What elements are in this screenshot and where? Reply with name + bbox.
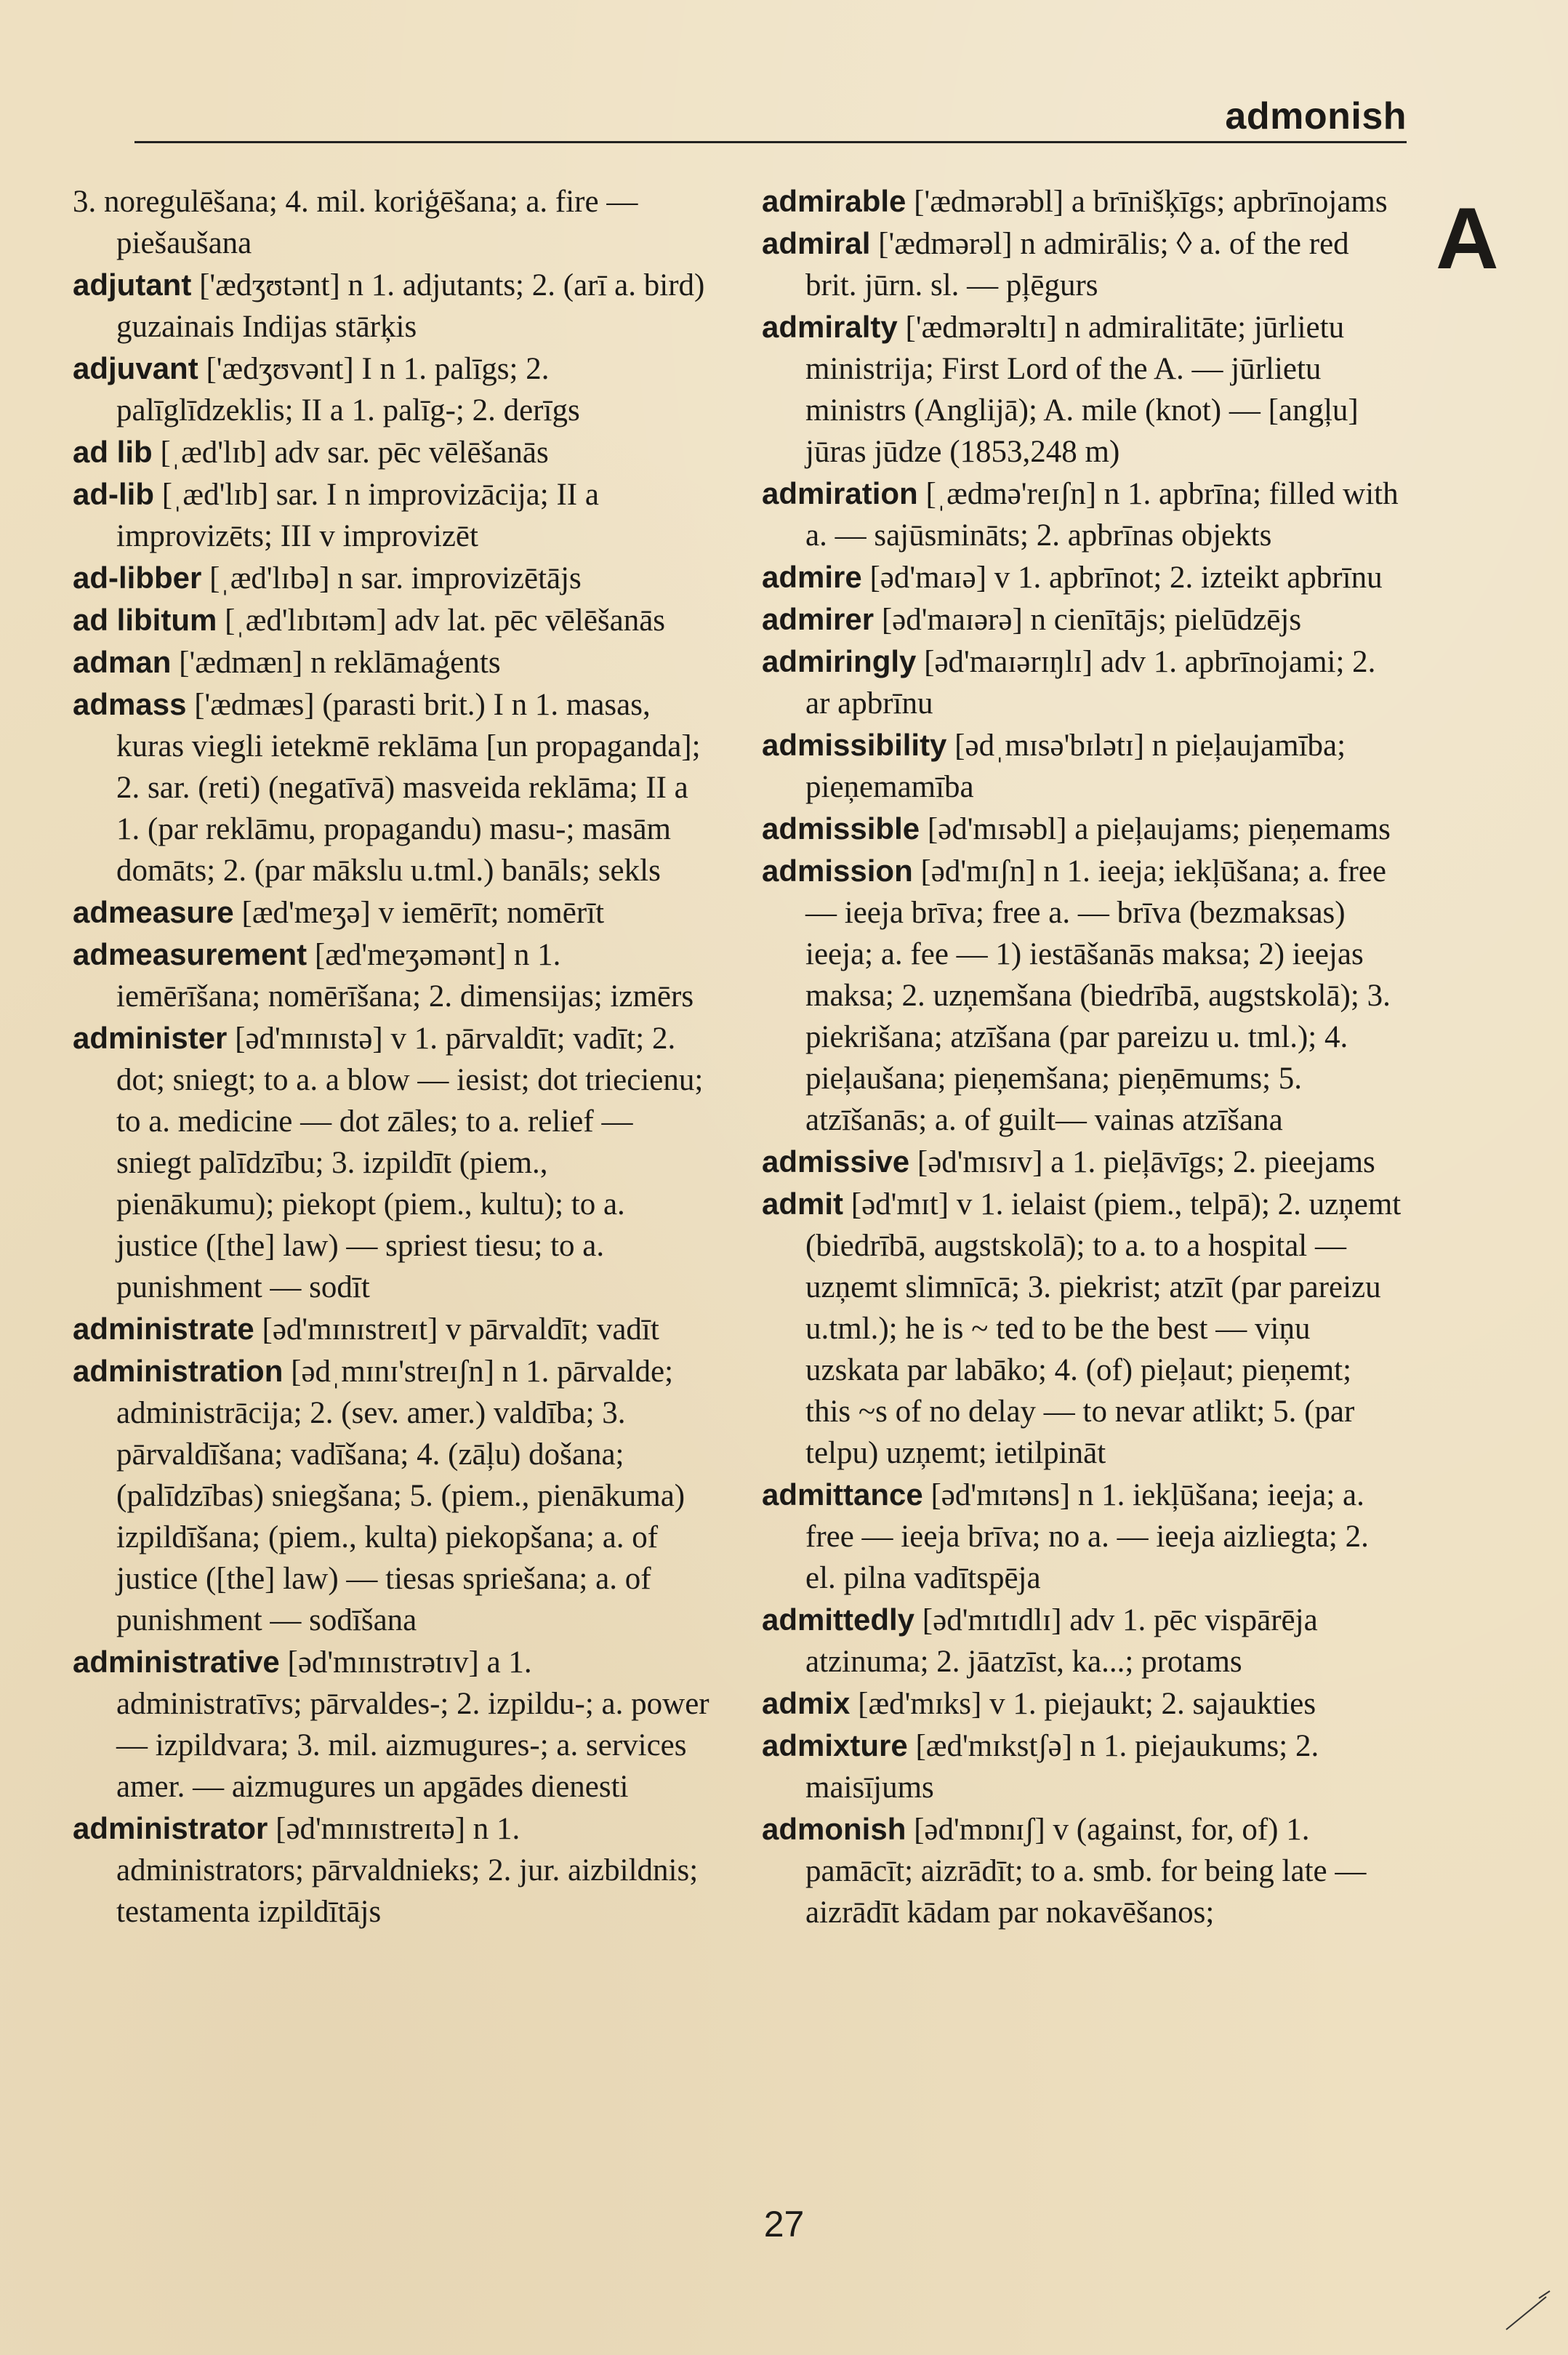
dictionary-entry xyxy=(73,431,712,473)
entry-definition: ['ædmərəltɪ] n admiralitāte; jūrlietu ministrija; First Lord of the A. — jūrlietu ministrs (Anglijā); A. mile (knot) — [angļu] jūras jūdze (1853,248 m) xyxy=(805,310,1359,469)
dictionary-entry xyxy=(762,180,1402,222)
entry-headword: ad lib xyxy=(73,435,153,469)
entry-headword: adman xyxy=(73,645,172,679)
dictionary-entry xyxy=(762,1682,1402,1725)
entry-definition: [ədˌmɪsə'bɪlətɪ] n pieļaujamība; pieņemamība xyxy=(805,729,1346,804)
entry-definition: [əd'mɪtɪdlɪ] adv 1. pēc vispārēja atzinuma; 2. jāatzīst, ka...; protams xyxy=(805,1603,1318,1679)
entry-headword: admire xyxy=(762,560,862,594)
entry-headword: admirable xyxy=(762,184,906,218)
dictionary-entry xyxy=(73,1641,712,1808)
dictionary-entry xyxy=(762,641,1402,724)
entry-headword: admit xyxy=(762,1187,844,1221)
entry-definition: [əd'mɪnɪstrətɪv] a 1. administratīvs; pārvaldes-; 2. izpildu-; a. power — izpildvara; 3. mil. aizmugures-; a. services amer. — aizmugures un apgādes dienesti xyxy=(116,1645,709,1804)
entry-headword: admissive xyxy=(762,1144,910,1179)
entry-definition: [əd'maɪə] v 1. apbrīnot; 2. izteikt apbrīnu xyxy=(869,561,1383,595)
dictionary-entry xyxy=(73,934,712,1017)
dictionary-entry xyxy=(73,180,712,264)
dictionary-entry xyxy=(762,598,1402,641)
entry-definition: ['ædmərəl] n admirālis; ◊ a. of the red brit. jūrn. sl. — pļēgurs xyxy=(805,227,1349,302)
entry-definition: [əd'mɪtəns] n 1. iekļūšana; ieeja; a. free — ieeja brīva; no a. — ieeja aizliegta; 2. el. pilna vadītspēja xyxy=(805,1478,1369,1595)
entry-headword: admiringly xyxy=(762,644,917,678)
entry-headword: admix xyxy=(762,1686,851,1720)
entry-definition: [ˌædmə'reɪʃn] n 1. apbrīna; filled with a. — sajūsmināts; 2. apbrīnas objekts xyxy=(805,477,1399,553)
entry-headword: admixture xyxy=(762,1728,908,1762)
entry-definition: [əd'mɪsɪv] a 1. pieļāvīgs; 2. pieejams xyxy=(917,1145,1375,1179)
entry-definition: ['ædʒʊtənt] n 1. adjutants; 2. (arī a. bird) guzainais Indijas stārķis xyxy=(116,268,705,344)
entry-definition: [ˌæd'lɪb] adv sar. pēc vēlēšanās xyxy=(160,436,549,470)
entry-definition: [əd'mɪt] v 1. ielaist (piem., telpā); 2. uzņemt (biedrībā, augstskolā); to a. to a hospital — uzņemt slimnīcā; 3. piekrist; atzīt (par pareizu u.tml.); he is ~ ted to be the best — viņu uzskata par labāko; 4. (of) pieļaut; pieņemt; this ~s of no delay — to nevar atlikt; 5. (par telpu) uzņemt; ietilpināt xyxy=(805,1187,1402,1470)
entry-definition: [əd'maɪərɪŋlɪ] adv 1. apbrīnojami; 2. ar apbrīnu xyxy=(805,645,1376,721)
dictionary-entry xyxy=(762,724,1402,808)
entry-definition: [æd'mɪks] v 1. piejaukt; 2. sajaukties xyxy=(858,1687,1316,1721)
entry-definition: [əd'mɪʃn] n 1. ieeja; iekļūšana; a. free — ieeja brīva; free a. — brīva (bezmaksas) ieeja; a. fee — 1) iestāšanās maksa; 2) ieejas maksa; 2. uzņemšana (biedrībā, augstskolā); 3. piekrišana; atzīšana (par pareizu u. tml.); 4. pieļaušana; pieņemšana; pieņēmums; 5. atzīšanās; a. of guilt— vainas atzīšana xyxy=(805,854,1391,1137)
entry-headword: admiralty xyxy=(762,310,898,344)
entry-definition: ['ædmæn] n reklāmaģents xyxy=(179,646,501,680)
dictionary-entry xyxy=(762,1599,1402,1682)
entry-headword: adjutant xyxy=(73,268,192,302)
entry-headword: administer xyxy=(73,1021,228,1055)
page-number: 27 xyxy=(763,2204,805,2244)
guide-word: admonish xyxy=(1225,95,1407,137)
entry-definition: [ˌæd'lɪbɪtəm] adv lat. pēc vēlēšanās xyxy=(225,603,666,638)
entry-headword: administration xyxy=(73,1354,284,1388)
dictionary-entry xyxy=(73,557,712,599)
pen-mark-icon xyxy=(1503,2282,1553,2333)
entry-definition: [əd'mɪnɪstreɪtə] n 1. administrators; pārvaldnieks; 2. jur. aizbildnis; testamenta izpildītājs xyxy=(116,1812,699,1929)
entry-headword: admittance xyxy=(762,1477,923,1512)
dictionary-entry xyxy=(73,599,712,641)
dictionary-entry xyxy=(73,1808,712,1933)
dictionary-entry xyxy=(73,683,712,891)
entry-definition: [əd'maɪərə] n cienītājs; pielūdzējs xyxy=(881,603,1302,637)
entry-definition: ['ædʒʊvənt] I n 1. palīgs; 2. palīglīdzeklis; II a 1. palīg-; 2. derīgs xyxy=(116,352,580,428)
dictionary-entry xyxy=(762,306,1402,473)
entry-definition: [æd'meʒə] v iemērīt; nomērīt xyxy=(241,896,605,930)
entry-definition: [əd'mɪsəbl] a pieļaujams; pieņemams xyxy=(927,812,1391,846)
entry-headword: admiral xyxy=(762,226,871,260)
dictionary-entry xyxy=(762,1141,1402,1183)
entry-headword: admeasurement xyxy=(73,937,307,971)
entry-headword: administrate xyxy=(73,1312,254,1346)
entry-headword: administrator xyxy=(73,1811,268,1845)
dictionary-entry xyxy=(762,808,1402,850)
dictionary-entry xyxy=(762,556,1402,598)
entry-definition: [ˌæd'lɪb] sar. I n improvizācija; II a improvizēts; III v improvizēt xyxy=(116,478,599,553)
dictionary-entry xyxy=(73,1017,712,1308)
entry-definition: [əd'mɪnɪstreɪt] v pārvaldīt; vadīt xyxy=(262,1312,659,1347)
entry-headword: ad libitum xyxy=(73,603,217,637)
entry-headword: adjuvant xyxy=(73,351,198,385)
entry-headword: admonish xyxy=(762,1812,906,1846)
entry-definition: [ədˌmɪnɪ'streɪʃn] n 1. pārvalde; administrācija; 2. (sev. amer.) valdība; 3. pārvaldīšana; vadīšana; 4. (zāļu) došana; (palīdzības) sniegšana; 5. (piem., pienākuma) izpildīšana; (piem., kulta) piekopšana; a. of justice ([the] law) — tiesas spriešana; a. of punishment — sodīšana xyxy=(116,1355,686,1637)
entry-definition: ['ædmərəbl] a brīnišķīgs; apbrīnojams xyxy=(914,185,1388,219)
right-column xyxy=(762,180,1402,1933)
dictionary-entry xyxy=(73,473,712,557)
dictionary-entry xyxy=(762,850,1402,1141)
dictionary-entry xyxy=(762,1474,1402,1599)
entry-headword: ad-libber xyxy=(73,561,202,595)
entry-headword: admass xyxy=(73,687,187,721)
entry-headword: admissibility xyxy=(762,728,947,762)
dictionary-entry xyxy=(73,264,712,348)
dictionary-entry xyxy=(762,1183,1402,1474)
entry-definition: [əd'mɪnɪstə] v 1. pārvaldīt; vadīt; 2. dot; sniegt; to a. a blow — iesist; dot triecienu; to a. medicine — dot zāles; to a. relief — sniegt palīdzību; 3. izpildīt (piem., pienākumu); piekopt (piem., kultu); to a. justice ([the] law) — spriest tiesu; to a. punishment — sodīt xyxy=(116,1022,704,1304)
left-column xyxy=(73,180,712,1933)
dictionary-entry xyxy=(762,1808,1402,1933)
entry-definition: [ˌæd'lɪbə] n sar. improvizētājs xyxy=(209,561,582,595)
entry-headword: administrative xyxy=(73,1645,280,1679)
dictionary-entry xyxy=(762,222,1402,306)
entry-definition: [æd'meʒəmənt] n 1. iemērīšana; nomērīšana; 2. dimensijas; izmērs xyxy=(116,938,694,1014)
entry-headword: admirer xyxy=(762,602,875,636)
dictionary-entry xyxy=(73,348,712,431)
entry-headword: admittedly xyxy=(762,1602,915,1637)
entry-definition: ['ædmæs] (parasti brit.) I n 1. masas, kuras viegli ietekmē reklāma [un propaganda]; 2. sar. (reti) (negatīvā) masveida reklāma; II a 1. (par reklāmu, propagandu) masu-; masām domāts; 2. (par mākslu u.tml.) banāls; sekls xyxy=(116,688,701,888)
entry-headword: admeasure xyxy=(73,895,234,929)
entry-definition: 3. noregulēšana; 4. mil. koriģēšana; a. fire — piešaušana xyxy=(73,185,638,260)
header-rule xyxy=(134,141,1407,143)
entry-headword: ad-lib xyxy=(73,477,154,511)
dictionary-entry xyxy=(73,1350,712,1641)
entry-definition: [æd'mɪkstʃə] n 1. piejaukums; 2. maisījums xyxy=(805,1729,1319,1805)
entry-headword: admissible xyxy=(762,811,920,846)
entry-headword: admission xyxy=(762,854,913,888)
dictionary-entry xyxy=(73,1308,712,1350)
entry-headword: admiration xyxy=(762,476,918,510)
dictionary-entry xyxy=(73,891,712,934)
entry-definition: [əd'mɒnɪʃ] v (against, for, of) 1. pamācīt; aizrādīt; to a. smb. for being late — aizrādīt kādam par nokavēšanos; xyxy=(805,1813,1367,1930)
dictionary-entry xyxy=(762,1725,1402,1808)
section-letter: A xyxy=(1436,190,1499,287)
dictionary-entry xyxy=(73,641,712,683)
dictionary-entry xyxy=(762,473,1402,556)
